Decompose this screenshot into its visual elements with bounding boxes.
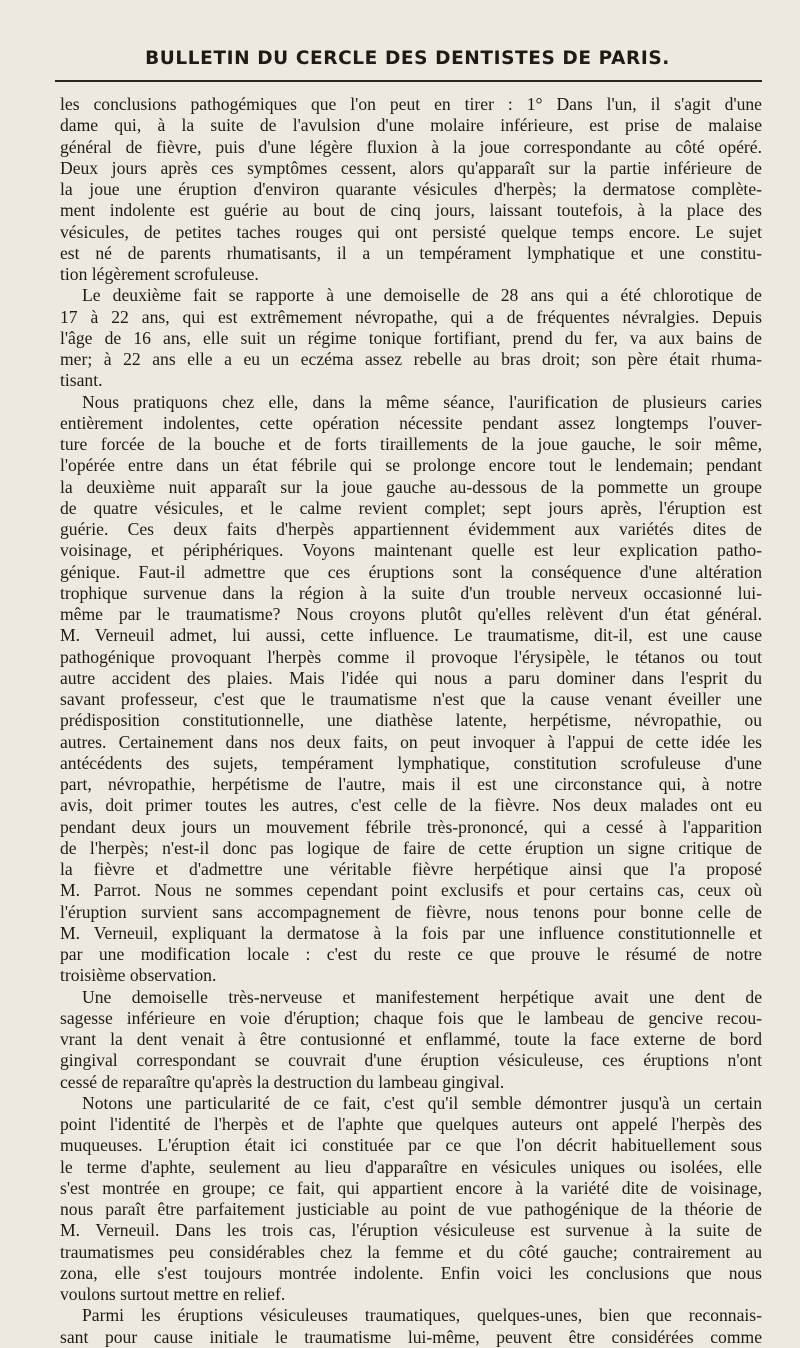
text-line: sant pour cause initiale le traumatisme lui-même, peuvent être considérées comme bbox=[60, 1326, 762, 1347]
text-line: Deux jours après ces symptômes cessent, alors qu'apparaît sur la partie inférieure de bbox=[60, 157, 762, 178]
text-line: est né de parents rhumatisants, il a un tempérament lymphatique et une constitu- bbox=[60, 242, 762, 263]
text-line: Notons une particularité de ce fait, c'est qu'il semble démontrer jusqu'à un certain bbox=[82, 1092, 762, 1113]
text-line: autre accident des plaies. Mais l'idée qui nous a paru dominer dans l'esprit du bbox=[60, 667, 762, 688]
text-line: Une demoiselle très-nerveuse et manifestement herpétique avait une dent de bbox=[82, 986, 762, 1007]
text-line: dame qui, à la suite de l'avulsion d'une molaire inférieure, est prise de malaise bbox=[60, 115, 762, 136]
paragraph bbox=[60, 94, 762, 285]
text-line: gingival correspondant se couvrait d'une éruption vésiculeuse, ces éruptions n'ont bbox=[60, 1050, 762, 1071]
text-line: antécédents des sujets, tempérament lymphatique, constitution scrofuleuse d'une bbox=[60, 752, 762, 773]
text-line: ture forcée de la bouche et de forts tiraillements de la joue gauche, le soir même, bbox=[60, 434, 762, 454]
text-line: avis, doit primer toutes les autres, c'est celle de la fièvre. Nos deux malades ont eu bbox=[60, 795, 762, 816]
text-line: l'éruption survient sans accompagnement de fièvre, nous tenons pour bonne celle de bbox=[60, 901, 762, 922]
text-line: troisième observation. bbox=[60, 965, 217, 986]
text-line: ment indolente est guérie au bout de cinq jours, laissant toutefois, à la place des bbox=[60, 200, 762, 221]
paragraph bbox=[60, 1093, 762, 1306]
text-line: mer; à 22 ans elle a eu un eczéma assez rebelle au bras droit; son père était rhuma- bbox=[60, 349, 762, 369]
text-line: trophique survenue dans la région à la suite d'un trouble nerveux occasionné lui- bbox=[60, 582, 762, 603]
text-line: tisant. bbox=[60, 370, 103, 391]
text-line: l'opérée entre dans un état fébrile qui se prolonge encore tout le lendemain; pendant bbox=[60, 455, 762, 476]
text-line: savant professeur, c'est que le traumatisme n'est que la cause venant éveiller une bbox=[60, 689, 762, 709]
article-body bbox=[60, 94, 762, 1348]
text-line: prédisposition constitutionnelle, une diathèse latente, herpétisme, névropathie, ou bbox=[60, 710, 762, 731]
header-rule bbox=[55, 80, 762, 82]
text-line: général de fièvre, puis d'une légère fluxion à la joue correspondante au côté opéré. bbox=[60, 136, 762, 157]
paragraph bbox=[60, 392, 762, 987]
text-line: de quatre vésicules, et le calme revient complet; sept jours après, l'éruption est bbox=[60, 497, 762, 518]
text-line: pathogénique provoquant l'herpès comme il provoque l'érysipèle, le tétanos ou tout bbox=[60, 646, 762, 667]
text-line: zona, elle s'est toujours montrée indolente. Enfin voici les conclusions que nous bbox=[60, 1262, 762, 1283]
text-line: Parmi les éruptions vésiculeuses traumatiques, quelques-unes, bien que reconnais- bbox=[82, 1305, 762, 1326]
text-line: vésicules, de petites taches rouges qui ont persisté quelque temps encore. Le sujet bbox=[60, 221, 762, 242]
text-line: génique. Faut-il admettre que ces éruptions sont la conséquence d'une altération bbox=[60, 561, 762, 582]
text-line: la joue une éruption d'environ quarante vésicules d'herpès; la dermatose complète- bbox=[60, 179, 762, 199]
text-line: M. Verneuil. Dans les trois cas, l'éruption vésiculeuse est survenue à la suite de bbox=[60, 1220, 762, 1241]
text-line: vrant la dent venait à être contusionné et enflammé, toute la face externe de bord bbox=[60, 1029, 762, 1049]
text-line: nous paraît être parfaitement justiciable au point de vue pathogénique de la théorie de bbox=[60, 1199, 762, 1219]
text-line: de l'herpès; n'est-il donc pas logique de faire de cette éruption un signe critique de bbox=[60, 837, 762, 858]
text-line: traumatismes peu considérables chez la femme et du côté gauche; contrairement au bbox=[60, 1241, 762, 1262]
text-line: M. Verneuil, expliquant la dermatose à la fois par une influence constitutionnelle et bbox=[60, 922, 762, 943]
paragraph bbox=[60, 1305, 762, 1348]
text-line: le terme d'aphte, seulement au lieu d'apparaître en vésicules uniques ou isolées, elle bbox=[60, 1156, 762, 1177]
paragraph bbox=[60, 285, 762, 391]
text-line: par une modification locale : c'est du reste ce que prouve le résumé de notre bbox=[60, 944, 762, 964]
text-line: les conclusions pathogémiques que l'on peut en tirer : 1° Dans l'un, il s'agit d'une bbox=[60, 94, 762, 114]
text-line: part, névropathie, herpétisme de l'autre, mais il est une circonstance qui, à notre bbox=[60, 774, 762, 794]
text-line: M. Parrot. Nous ne sommes cependant point exclusifs et pour certains cas, ceux où bbox=[60, 880, 762, 901]
text-line: sagesse inférieure en voie d'éruption; chaque fois que le lambeau de gencive recou- bbox=[60, 1007, 762, 1028]
text-line: guérie. Ces deux faits d'herpès appartiennent évidemment aux variétés dites de bbox=[60, 519, 762, 539]
text-line: voisinage, et périphériques. Voyons maintenant quelle est leur explication patho- bbox=[60, 540, 762, 561]
text-line: l'âge de 16 ans, elle suit un régime tonique fortifiant, prend du fer, va aux bains de bbox=[60, 327, 762, 348]
running-header: BULLETIN DU CERCLE DES DENTISTES DE PARIS. bbox=[145, 48, 670, 69]
text-line: la deuxième nuit apparaît sur la joue gauche au-dessous de la pommette un groupe bbox=[60, 476, 762, 497]
text-line: entièrement indolentes, cette opération nécessite pendant assez longtemps l'ouver- bbox=[60, 412, 762, 433]
paragraph bbox=[60, 987, 762, 1093]
text-line: point l'identité de l'herpès et de l'aphte que quelques auteurs ont appelé l'herpès des bbox=[60, 1114, 762, 1134]
text-line: autres. Certainement dans nos deux faits, on peut invoquer à l'appui de cette idée les bbox=[60, 731, 762, 752]
text-line: Le deuxième fait se rapporte à une demoiselle de 28 ans qui a été chlorotique de bbox=[82, 285, 762, 306]
text-line: cessé de reparaître qu'après la destruction du lambeau gingival. bbox=[60, 1071, 505, 1092]
text-line: Nous pratiquons chez elle, dans la même séance, l'aurification de plusieurs caries bbox=[82, 391, 762, 412]
text-line: 17 à 22 ans, qui est extrêmement névropathe, qui a de fréquentes névralgies. Depuis bbox=[60, 306, 762, 327]
text-line: la fièvre et d'admettre une véritable fièvre herpétique ainsi que l'a proposé bbox=[60, 859, 762, 879]
text-line: M. Verneuil admet, lui aussi, cette influence. Le traumatisme, dit-il, est une cause bbox=[60, 625, 762, 646]
text-line: s'est montrée en groupe; ce fait, qui appartient encore à la variété dite de voisinage, bbox=[60, 1177, 762, 1198]
text-line: voulons surtout mettre en relief. bbox=[60, 1284, 286, 1304]
text-line: muqueuses. L'éruption était ici constituée par ce que l'on décrit habituellement sous bbox=[60, 1135, 762, 1156]
text-line: pendant deux jours un mouvement fébrile très-prononcé, qui a cessé à l'apparition bbox=[60, 816, 762, 837]
text-line: tion légèrement scrofuleuse. bbox=[60, 264, 259, 284]
text-line: même par le traumatisme? Nous croyons plutôt qu'elles relèvent d'un état général. bbox=[60, 604, 762, 624]
